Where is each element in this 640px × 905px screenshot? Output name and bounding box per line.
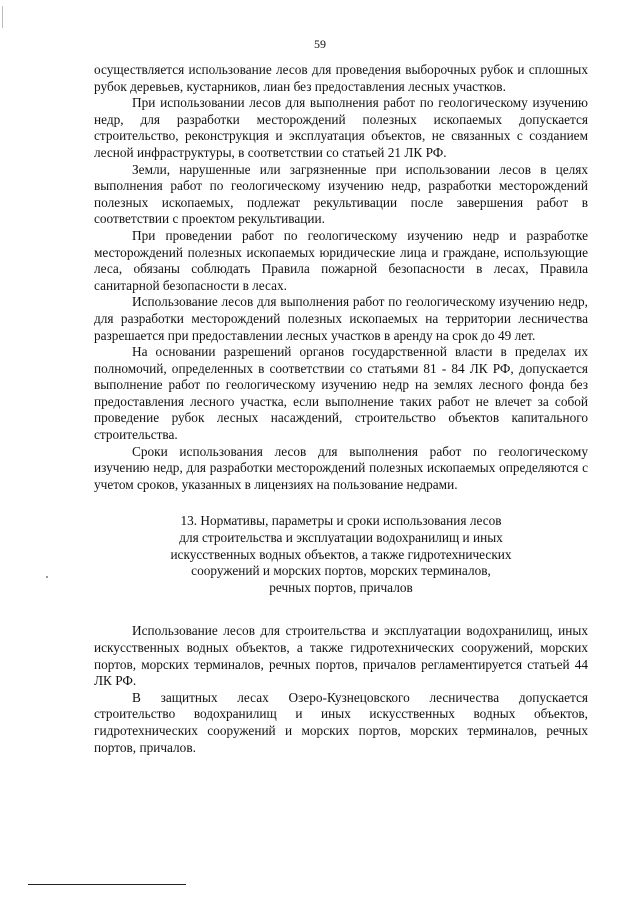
page-number: 59 [314,37,326,51]
scan-edge-mark [2,6,3,28]
paragraph: При использовании лесов для выполнения работ по геологическому изучению недр, для разработки месторождений полезных ископаемых допускается строительство, реконструкция и эксплуатация объектов, не связанных с созданием лесной инфраструктуры, в соответствии со статьей 21 ЛК РФ. [94,95,588,160]
section-heading-line: речных портов, причалов [269,579,413,595]
section-heading-line: искусственных водных объектов, а также гидротехнических [170,546,512,562]
paragraph: Использование лесов для строительства и эксплуатации водохранилищ, иных искусственных водных объектов, а также гидротехнических сооружений, морских портов, морских терминалов, речных портов, причалов регламентируется статьей 44 ЛК РФ. [94,623,588,689]
paragraph: осуществляется использование лесов для проведения выборочных рубок и сплошных рубок деревьев, кустарников, лиан без предоставления лесных участков. [94,62,588,94]
paragraph: В защитных лесах Озеро-Кузнецовского лесничества допускается строительство водохранилищ и иных искусственных водных объектов, гидротехнических сооружений и морских портов, морских терминалов, речных портов, причалов. [94,689,588,755]
scan-dot-mark [46,576,48,578]
paragraph: На основании разрешений органов государственной власти в пределах их полномочий, определенных в соответствии со статьями 81 - 84 ЛК РФ, допускается выполнение работ по геологическому изучению недр на землях лесного фонда без предоставления лесного участка, если выполнение таких работ не влечет за собой проведение рубок лесных насаждений, строительство объектов капитального строительства. [94,344,588,443]
paragraph: При проведении работ по геологическому изучению недр и разработке месторождений полезных ископаемых юридические лица и граждане, использующие леса, обязаны соблюдать Правила пожарной безопасности в лесах, Правила санитарной безопасности в лесах. [94,227,588,293]
section-heading-line: сооружений и морских портов, морских терминалов, [191,563,491,579]
document-body [94,62,588,756]
section-heading [94,513,588,596]
section-heading-line: 13. Нормативы, параметры и сроки использования лесов [180,513,502,529]
paragraph: Сроки использования лесов для выполнения работ по геологическому изучению недр, для разработки месторождений полезных ископаемых определяются с учетом сроков, указанных в лицензиях на пользование недрами. [94,443,588,492]
paragraph: Земли, нарушенные или загрязненные при использовании лесов в целях выполнения работ по геологическому изучению недр, разработки месторождений полезных ископаемых, подлежат рекультивации после завершения работ в соответствии с проектом рекультивации. [94,161,588,227]
paragraph: Использование лесов для выполнения работ по геологическому изучению недр, для разработки месторождений полезных ископаемых на территории лесничества разрешается при предоставлении лесных участков в аренду на срок до 49 лет. [94,294,588,343]
section-heading-line: для строительства и эксплуатации водохранилищ и иных [179,530,503,546]
footnote-separator-line [28,884,186,885]
